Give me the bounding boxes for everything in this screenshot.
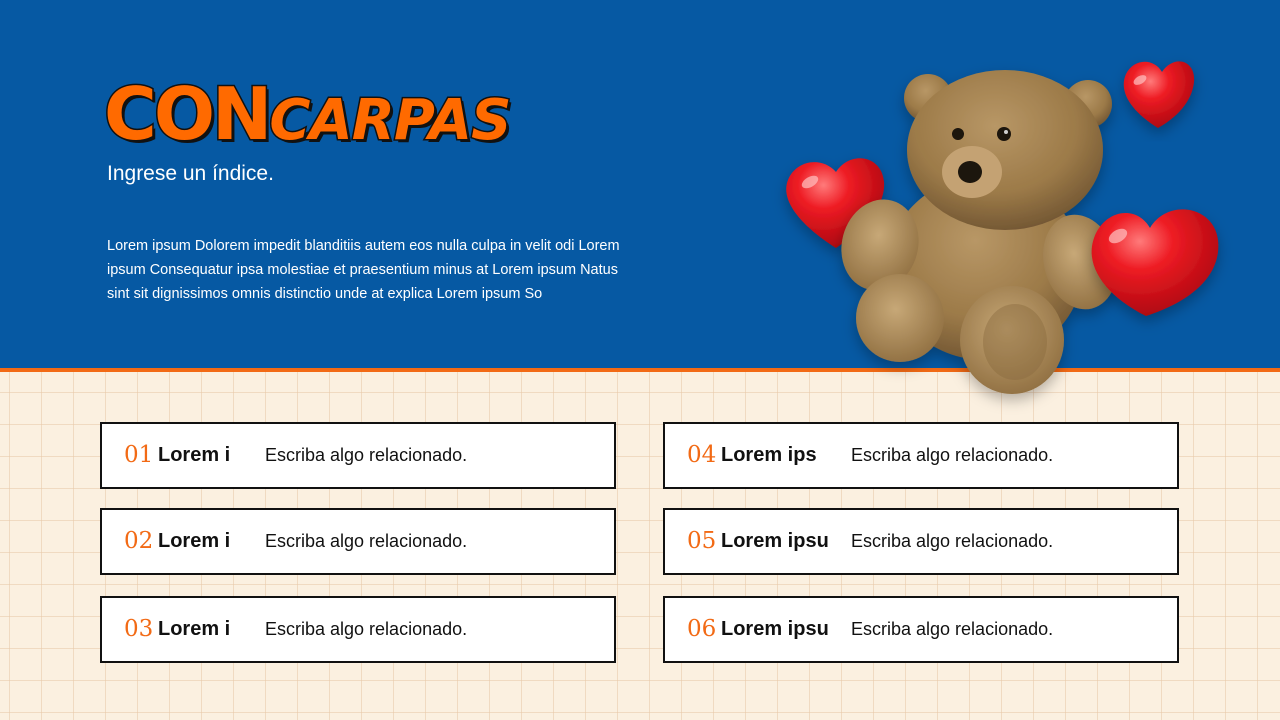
index-item-05 — [663, 508, 1179, 575]
index-item-01 — [100, 422, 616, 489]
index-number: 03 — [124, 616, 154, 642]
index-text: Escriba algo relacionado. — [851, 619, 1054, 639]
index-item-06 — [663, 596, 1179, 663]
index-number: 04 — [687, 442, 717, 468]
index-title: Lorem i — [158, 530, 231, 552]
index-text: Escriba algo relacionado. — [265, 531, 468, 551]
logo-part-carpas: CARPAS — [269, 88, 511, 153]
index-number: 01 — [124, 442, 154, 468]
index-title: Lorem i — [158, 618, 231, 640]
description-text: Lorem ipsum Dolorem impedit blanditiis autem eos nulla culpa in velit odi Lorem ipsum Consequatur ipsa molestiae et praesentium minus at Lorem ipsum Natus sint sit dignissimos omnis distinctio unde at explica Lorem ipsum So — [107, 238, 620, 302]
index-title: Lorem ipsu — [721, 530, 829, 552]
index-text: Escriba algo relacionado. — [265, 445, 468, 465]
index-number: 05 — [687, 528, 717, 554]
index-item-03 — [100, 596, 616, 663]
index-number: 02 — [124, 528, 154, 554]
index-title: Lorem ips — [721, 444, 817, 466]
index-text: Escriba algo relacionado. — [851, 445, 1054, 465]
logo-part-con: CON — [104, 72, 270, 156]
index-text: Escriba algo relacionado. — [851, 531, 1054, 551]
index-number: 06 — [687, 616, 717, 642]
index-item-02 — [100, 508, 616, 575]
index-title: Lorem ipsu — [721, 618, 829, 640]
index-item-04 — [663, 422, 1179, 489]
subtitle: Ingrese un índice. — [107, 162, 274, 185]
logo — [104, 72, 510, 156]
index-title: Lorem i — [158, 444, 231, 466]
index-text: Escriba algo relacionado. — [265, 619, 468, 639]
